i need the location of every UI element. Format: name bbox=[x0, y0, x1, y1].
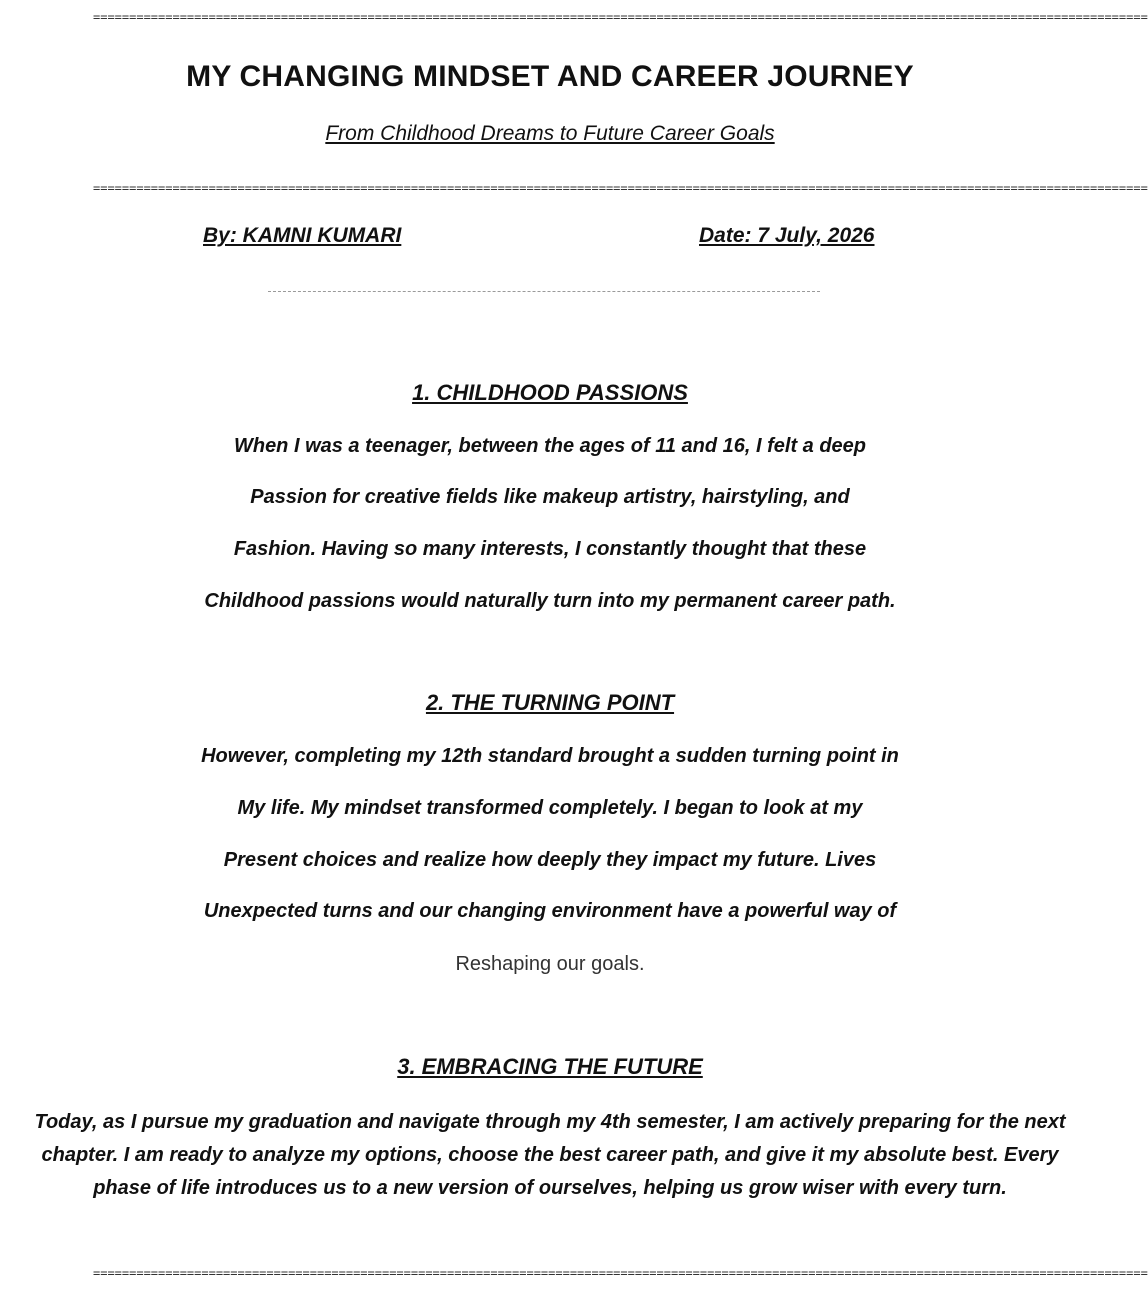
bottom-separator: ================================================================================================================================================== bbox=[93, 1266, 1148, 1280]
paragraph-line: Reshaping our goals. bbox=[455, 953, 645, 975]
section-heading: 3. EMBRACING THE FUTURE bbox=[397, 1054, 703, 1079]
paragraph-line: Present choices and realize how deeply they impact my future. Lives bbox=[223, 849, 877, 871]
paragraph: Today, as I pursue my graduation and navigate through my 4th semester, I am actively preparing for the next chapter. I am ready to analyze my options, choose the best career path, and give it my absolute best. Every phase of life introduces us to a new version of ourselves, helping us grow wiser with every turn. bbox=[34, 1111, 1066, 1199]
section-heading: 2. THE TURNING POINT bbox=[425, 690, 675, 715]
paragraph-line: However, completing my 12th standard brought a sudden turning point in bbox=[201, 745, 899, 767]
paragraph-line: Unexpected turns and our changing environment have a powerful way of bbox=[203, 900, 897, 922]
author-line: By: KAMNI KUMARI bbox=[203, 224, 402, 247]
section-heading: 1. CHILDHOOD PASSIONS bbox=[412, 380, 688, 405]
title-separator: ================================================================================================================================================== bbox=[93, 181, 1148, 195]
paragraph-line: Childhood passions would naturally turn into my permanent career path. bbox=[204, 590, 896, 612]
document-title: MY CHANGING MINDSET AND CAREER JOURNEY bbox=[186, 60, 914, 93]
paragraph-line: My life. My mindset transformed completely. I began to look at my bbox=[237, 797, 863, 819]
paragraph-line: When I was a teenager, between the ages of 11 and 16, I felt a deep bbox=[233, 435, 867, 457]
top-separator: ================================================================================================================================================== bbox=[93, 10, 1148, 24]
paragraph-line: Passion for creative fields like makeup artistry, hairstyling, and bbox=[250, 486, 850, 508]
paragraph-line: Fashion. Having so many interests, I constantly thought that these bbox=[233, 538, 867, 560]
meta-divider bbox=[268, 291, 820, 292]
document-subtitle: From Childhood Dreams to Future Career Goals bbox=[325, 122, 775, 145]
date-line: Date: 7 July, 2026 bbox=[699, 224, 875, 247]
